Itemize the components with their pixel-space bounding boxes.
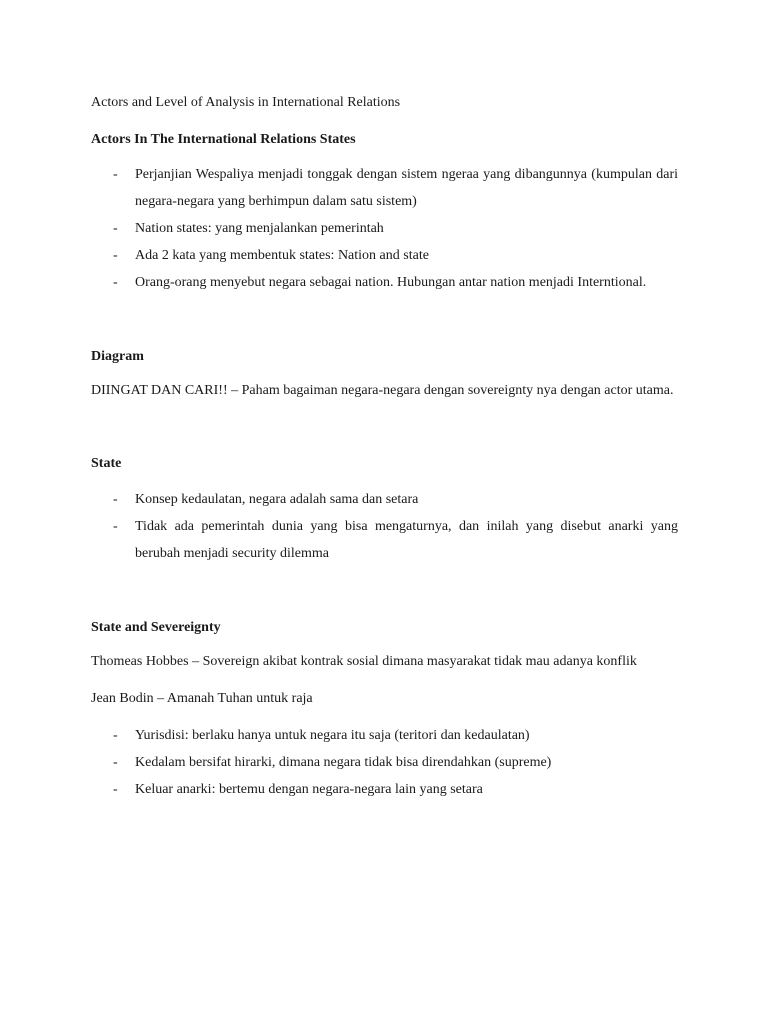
sovereignty-list [91,722,678,803]
list-item: - Nation states: yang menjalankan pemerintah [91,215,678,242]
dash-bullet: - [113,519,118,534]
heading-actors: Actors In The International Relations States [91,132,356,147]
dash-bullet: - [113,275,118,290]
diagram-text: DIINGAT DAN CARI!! – Paham bagaiman negara-negara dengan sovereignty nya dengan actor utama. [91,383,674,398]
heading-sovereignty: State and Severeignty [91,620,221,635]
dash-bullet: - [113,755,118,770]
list-item: - Perjanjian Wespaliya menjadi tonggak dengan sistem ngeraa yang dibangunnya (kumpulan dari negara-negara yang berhimpun dalam satu sistem) [91,161,678,215]
bodin-text: Jean Bodin – Amanah Tuhan untuk raja [91,691,313,706]
list-item: - Orang-orang menyebut negara sebagai nation. Hubungan antar nation menjadi Interntional. [91,269,678,296]
dash-bullet: - [113,167,118,182]
list-item: - Kedalam bersifat hirarki, dimana negara tidak bisa direndahkan (supreme) [91,749,678,776]
dash-bullet: - [113,221,118,236]
document-page [91,93,678,803]
list-item: - Yurisdisi: berlaku hanya untuk negara itu saja (teritori dan kedaulatan) [91,722,678,749]
heading-state: State [91,456,122,471]
state-list [91,486,678,567]
list-item: - Konsep kedaulatan, negara adalah sama dan setara [91,486,678,513]
actors-list [91,161,678,296]
dash-bullet: - [113,248,118,263]
list-item: - Tidak ada pemerintah dunia yang bisa mengaturnya, dan inilah yang disebut anarki yang berubah menjadi security dilemma [91,513,678,567]
dash-bullet: - [113,492,118,507]
dash-bullet: - [113,728,118,743]
dash-bullet: - [113,782,118,797]
hobbes-text: Thomeas Hobbes – Sovereign akibat kontrak sosial dimana masyarakat tidak mau adanya konflik [91,654,637,669]
document-title: Actors and Level of Analysis in International Relations [91,95,401,110]
heading-diagram: Diagram [91,349,144,364]
list-item: - Keluar anarki: bertemu dengan negara-negara lain yang setara [91,776,678,803]
list-item: - Ada 2 kata yang membentuk states: Nation and state [91,242,678,269]
